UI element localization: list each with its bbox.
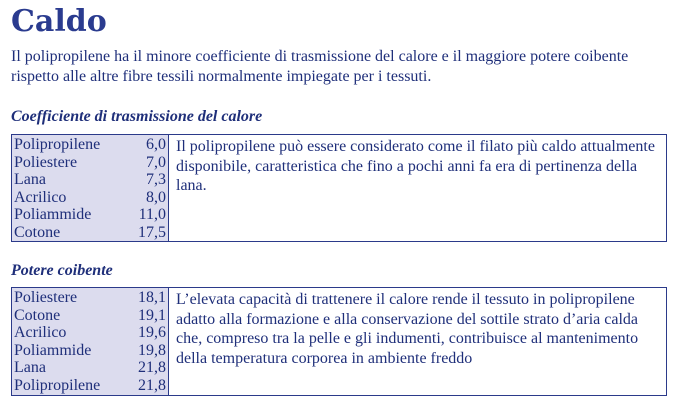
- fiber-value: 21,8: [138, 359, 166, 377]
- transmission-box: [11, 134, 667, 242]
- fiber-value: 18,1: [138, 289, 166, 306]
- fiber-name: Lana: [14, 171, 46, 189]
- fiber-value: 8,0: [146, 188, 166, 206]
- transmission-description: Il polipropilene può essere considerato come il filato più caldo attualmente disponibile, caratteristica che fino a pochi anni fa era di pertinenza della lana.: [176, 138, 655, 194]
- fiber-value: 11,0: [138, 206, 166, 224]
- page-title: Caldo: [11, 4, 107, 39]
- fiber-value: 7,0: [146, 153, 166, 171]
- fiber-value: 17,5: [138, 223, 166, 241]
- section-heading-transmission: Coefficiente di trasmissione del calore: [11, 108, 263, 125]
- table-row: [14, 307, 166, 325]
- table-row: [14, 136, 166, 154]
- fiber-name: Poliammide: [14, 341, 92, 359]
- fiber-name: Poliammide: [14, 206, 92, 224]
- intro-paragraph: Il polipropilene ha il minore coefficiente di trasmissione del calore e il maggiore potere coibente rispetto alle altre fibre tessili normalmente impiegate per i tessuti.: [11, 48, 629, 85]
- fiber-value: 19,6: [138, 324, 166, 342]
- table-row: [14, 359, 166, 377]
- table-row: [14, 377, 166, 395]
- fiber-name: Acrilico: [14, 324, 67, 342]
- insulation-table: [12, 288, 169, 395]
- transmission-table: [12, 135, 169, 241]
- fiber-name: Polipropilene: [14, 376, 101, 394]
- insulation-description: L’elevata capacità di trattenere il calore rende il tessuto in polipropilene adatto alla formazione e alla conservazione del sottile strato d’aria calda che, compreso tra la pelle e gli indumenti, contribuisce al mantenimento della temperatura corporea in ambiente freddo: [176, 291, 639, 367]
- table-row: [14, 342, 166, 360]
- section-heading-insulation: Potere coibente: [11, 262, 113, 279]
- fiber-name: Poliestere: [14, 289, 78, 306]
- table-row: [14, 154, 166, 172]
- table-row: [14, 189, 166, 207]
- fiber-name: Poliestere: [14, 153, 78, 171]
- fiber-name: Acrilico: [14, 188, 67, 206]
- fiber-name: Lana: [14, 359, 46, 377]
- fiber-value: 6,0: [146, 136, 166, 153]
- table-row: [14, 289, 166, 307]
- fiber-name: Cotone: [14, 306, 61, 324]
- fiber-name: Polipropilene: [14, 136, 101, 153]
- table-row: [14, 171, 166, 189]
- fiber-value: 19,1: [138, 306, 166, 324]
- table-row: [14, 206, 166, 224]
- table-row: [14, 224, 166, 242]
- fiber-value: 21,8: [138, 376, 166, 394]
- table-row: [14, 324, 166, 342]
- insulation-box: [11, 287, 667, 396]
- fiber-name: Cotone: [14, 223, 61, 241]
- fiber-value: 7,3: [146, 171, 166, 189]
- fiber-value: 19,8: [138, 341, 166, 359]
